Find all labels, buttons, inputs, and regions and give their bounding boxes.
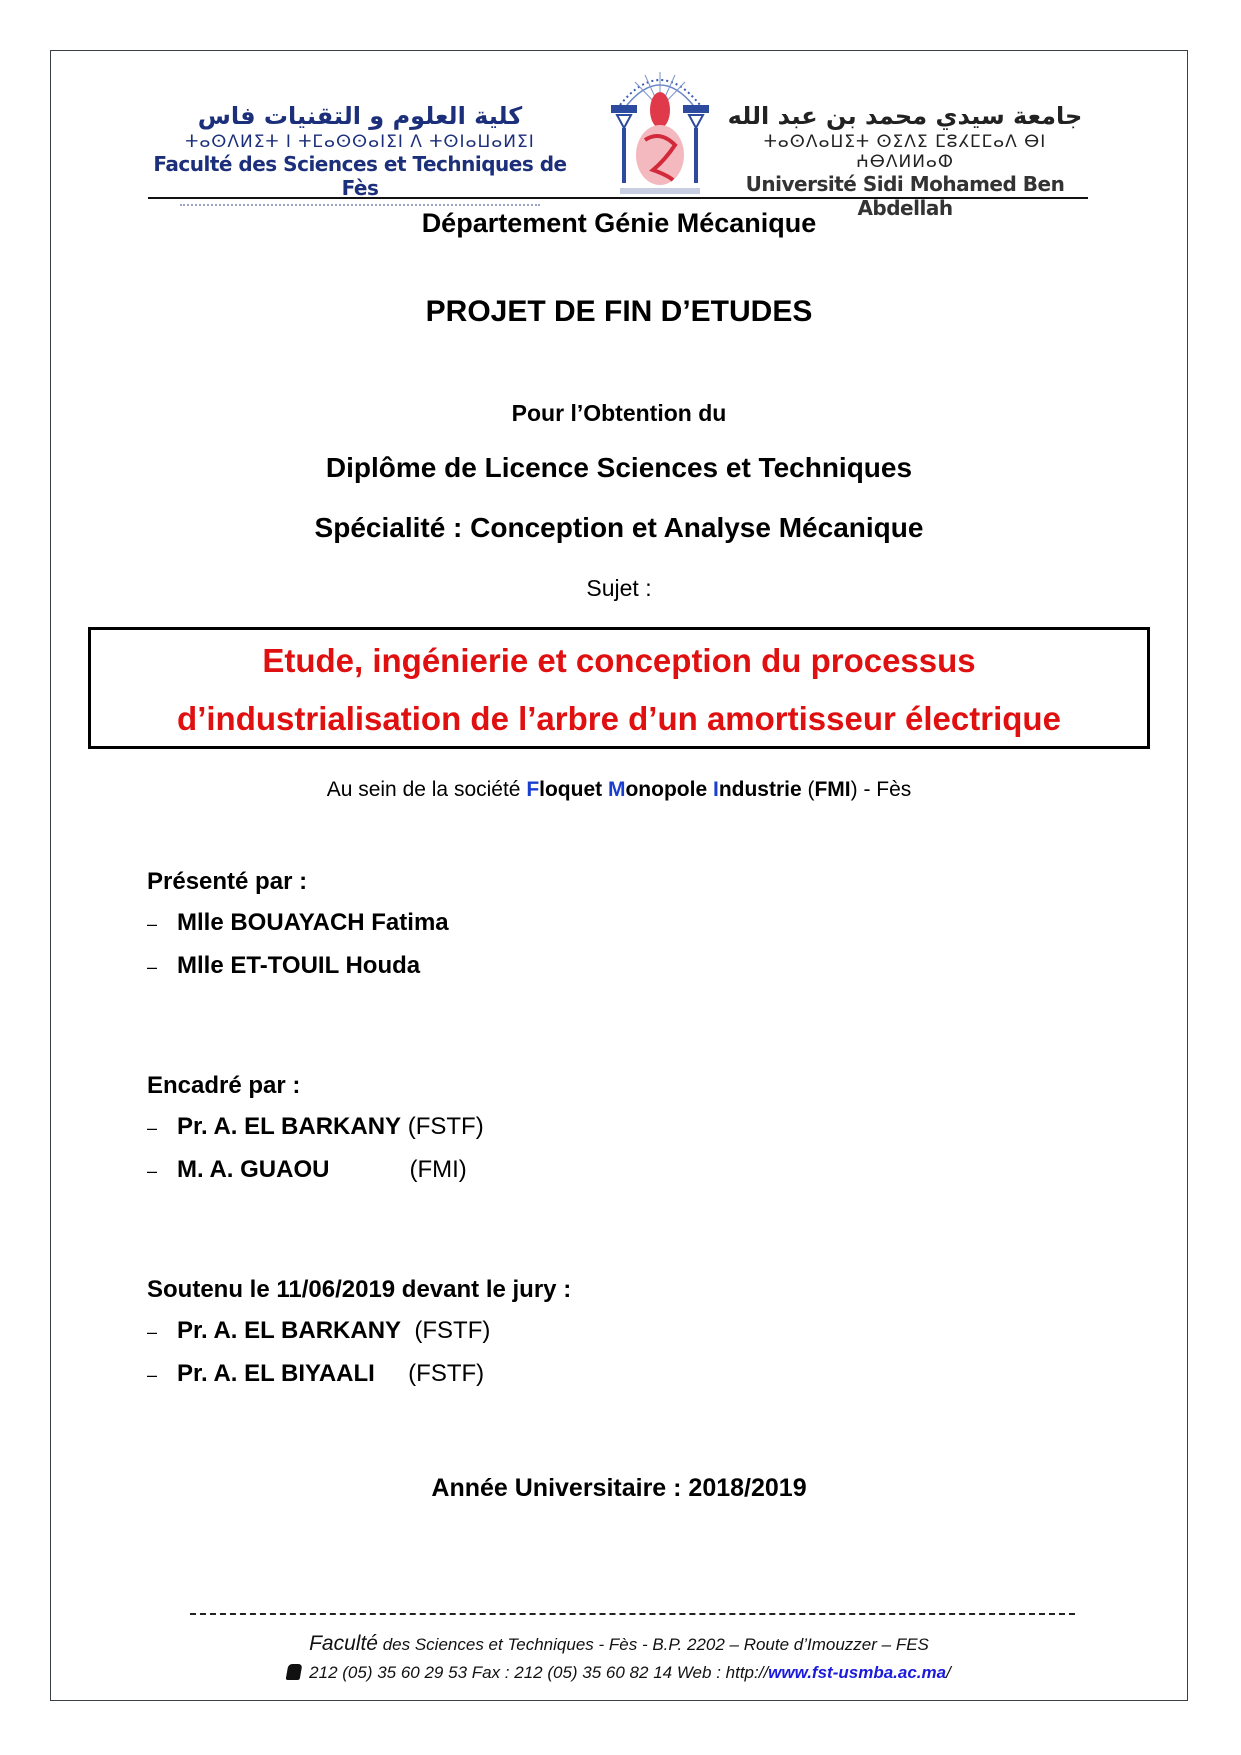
faculty-name-french: Faculté des Sciences et Techniques de Fès (153, 152, 567, 200)
company-word-floquet: loquet (539, 778, 608, 801)
student-name: Mlle BOUAYACH Fatima (177, 909, 449, 936)
subject-label: Sujet : (586, 575, 652, 601)
university-name-arabic: جامعة سيدي محمد بن عبد الله (727, 102, 1083, 130)
company-abbreviation: FMI (814, 778, 851, 801)
dash-bullet: – (147, 914, 158, 934)
diploma-title: Diplôme de Licence Sciences et Techniques (325, 452, 913, 483)
supervised-by-section (147, 1066, 484, 1192)
project-type-title: PROJET DE FIN D’ETUDES (425, 295, 813, 328)
list-item (147, 945, 449, 988)
subject-box (88, 627, 1150, 749)
footer-trail: / (946, 1663, 951, 1682)
dash-bullet: – (147, 1161, 158, 1181)
company-line (50, 778, 1188, 802)
company-word-industrie: ndustrie (718, 778, 802, 801)
university-header (715, 100, 1095, 220)
presented-by-section (147, 862, 449, 988)
dash-bullet: – (147, 1322, 158, 1342)
presented-by-heading: Présenté par : (147, 868, 308, 895)
list-item (147, 1353, 571, 1396)
jury-member-affiliation: (FSTF) (401, 1317, 491, 1344)
supervisor-affiliation: (FSTF) (401, 1113, 484, 1140)
speciality-title: Spécialité : Conception et Analyse Mécanique (314, 512, 924, 543)
list-item (147, 1310, 571, 1353)
faculty-name-arabic: كلية العلوم و التقنيات فاس (197, 102, 523, 130)
subject-line-2: d’industrialisation de l’arbre d’un amortisseur électrique (177, 700, 1061, 737)
academic-year: Année Universitaire : 2018/2019 (431, 1474, 807, 1502)
obtention-text: Pour l’Obtention du (511, 400, 727, 426)
footer-divider (190, 1613, 1075, 1615)
company-prefix: Au sein de la société (326, 778, 527, 801)
footer-faculty: Faculté (309, 1632, 378, 1655)
footer-contact-text: 212 (05) 35 60 29 53 Fax : 212 (05) 35 60 82 14 Web : http:// (309, 1663, 769, 1682)
university-name-french: Université Sidi Mohamed Ben Abdellah (745, 172, 1065, 220)
student-name: Mlle ET-TOUIL Houda (177, 952, 421, 979)
company-initial-f: F (526, 778, 540, 801)
department-title: Département Génie Mécanique (421, 208, 817, 238)
supervisor-name: Pr. A. EL BARKANY (177, 1113, 402, 1140)
university-name-tifinagh: ⵜⴰⵙⴷⴰⵡⵉⵜ ⵙⵉⴷⵉ ⵎⵓⵃⵎⵎⴰⴷ ⴱⵏ ⵄⴱⴷⵍⵍⴰⵀ (763, 132, 1047, 172)
jury-heading: Soutenu le 11/06/2019 devant le jury : (147, 1276, 572, 1303)
footer-contact (50, 1663, 1188, 1683)
list-item (147, 1149, 484, 1192)
paren-open: ( (801, 778, 815, 801)
faculty-header (150, 100, 570, 212)
jury-member-name: Pr. A. EL BARKANY (177, 1317, 402, 1344)
header-divider (148, 197, 1088, 199)
jury-member-name: Pr. A. EL BIYAALI (177, 1360, 375, 1387)
company-initial-i: I (712, 778, 719, 801)
footer-address (50, 1632, 1188, 1656)
university-crest-logo (605, 60, 715, 200)
company-word-monopole: onopole (625, 778, 713, 801)
supervisor-affiliation: (FMI) (329, 1156, 467, 1183)
faculty-name-tifinagh: ⵜⴰⵙⴷⵍⵉⵜ ⵏ ⵜⵎⴰⵙⵙⴰⵏⵉⵏ ⴷ ⵜⵙⵏⴰⵡⴰⵍⵉⵏ (185, 132, 535, 152)
list-item (147, 902, 449, 945)
supervisor-name: M. A. GUAOU (177, 1156, 330, 1183)
phone-icon (286, 1664, 303, 1680)
list-item (147, 1106, 484, 1149)
dash-bullet: – (147, 957, 158, 977)
dash-bullet: – (147, 1118, 158, 1138)
website-link[interactable]: www.fst-usmba.ac.ma (768, 1663, 947, 1682)
paren-close: ) (850, 778, 858, 801)
dash-bullet: – (147, 1365, 158, 1385)
supervised-by-heading: Encadré par : (147, 1072, 301, 1099)
jury-section (147, 1270, 571, 1396)
subject-line-1: Etude, ingénierie et conception du processus (262, 642, 976, 679)
footer-address-text: des Sciences et Techniques - Fès - B.P. 2202 – Route d’Imouzzer – FES (377, 1635, 929, 1654)
jury-member-affiliation: (FSTF) (374, 1360, 485, 1387)
company-initial-m: M (607, 778, 626, 801)
company-city: - Fès (857, 778, 912, 801)
